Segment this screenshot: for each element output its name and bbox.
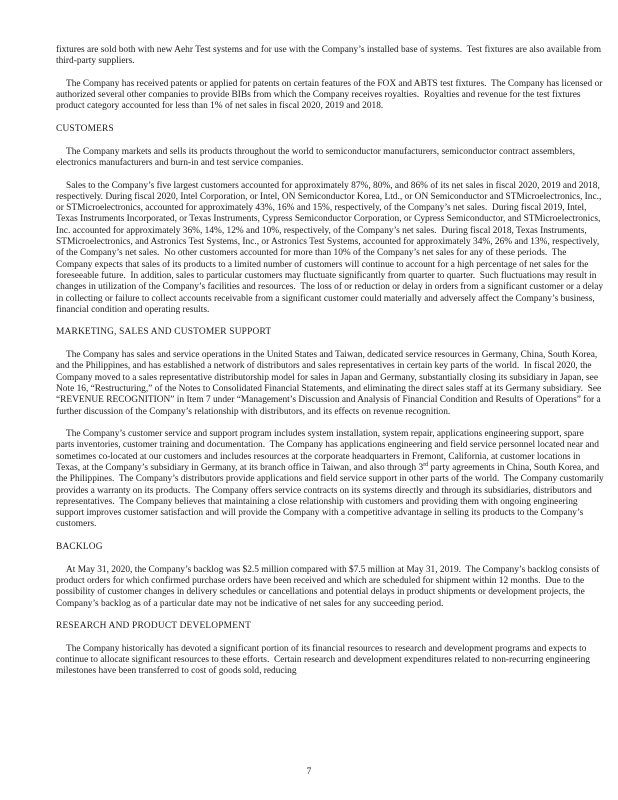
page-number: 7 [306,767,312,777]
paragraph-sales-operations: The Company has sales and service operations in the United States and Taiwan, dedicated service resources in Germany, China, South Korea, and the Philippines, and has established a network of distributors and sales representatives in certain key parts of the world. In fiscal 2020, the Company moved to a sales representative distributorship model for sales in Japan and Germany, substantially closing its subsidiary in Japan, see Note 16, “Restructuring,” of the Notes to Consolidated Financial Statements, and eliminating the direct sales staff at its Germany subsidiary. See “REVENUE RECOGNITION” in Item 7 under “Management’s Discussion and Analysis of Financial Condition and Results of Operations” for a further discussion of the Company’s relationship with distributors, and its effects on revenue recognition. [56,350,604,417]
paragraph-customer-service [56,429,607,531]
paragraph-top-customers: Sales to the Company’s five largest customers accounted for approximately 87%, 80%, and 86% of its net sales in fiscal 2020, 2019 and 2018, respectively. During fiscal 2020, Intel Corporation, or Intel, ON Semiconductor Korea, Ltd., or ON Semiconductor and STMicroelectronics, Inc., or STMicroelectronics, accounted for approximately 43%, 16% and 15%, respectively, of the Company’s net sales. During fiscal 2019, Intel, Texas Instruments Incorporated, or Texas Instruments, Cypress Semiconductor Corporation, or Cypress Semiconductor, and STMicroelectronics, Inc. accounted for approximately 36%, 14%, 12% and 10%, respectively, of the Company’s net sales. During fiscal 2018, Texas Instruments, STMicroelectronics, and Astronics Test Systems, Inc., or Astronics Test Systems, accounted for approximately 34%, 26% and 13%, respectively, of the Company’s net sales. No other customers accounted for more than 10% of the Company’s net sales for any of these periods. The Company expects that sales of its products to a limited number of customers will continue to account for a high percentage of net sales for the foreseeable future. In addition, sales to particular customers may fluctuate significantly from quarter to quarter. Such fluctuations may result in changes in utilization of the Company’s facilities and resources. The loss of or reduction or delay in orders from a significant customer or a delay in collecting or failure to collect accounts receivable from a significant customer could materially and adversely affect the Company’s business, financial condition and operating results. [56,180,606,315]
paragraph-backlog: At May 31, 2020, the Company’s backlog was $2.5 million compared with $7.5 million at May 31, 2019. The Company’s backlog consists of product orders for which confirmed purchase orders have been received and which are scheduled for shipment within 12 months. Due to the possibility of customer changes in delivery schedules or cancellations and potential delays in product shipments or development projects, the Company’s backlog as of a particular date may not be indicative of net sales for any succeeding period. [56,564,602,609]
paragraph-fixtures-continued: fixtures are sold both with new Aehr Test systems and for use with the Company’s installed base of systems. Test fixtures are also available from third-party suppliers. [56,45,604,67]
heading-backlog: BACKLOG [56,542,103,553]
paragraph-customer-service-text-before: The Company’s customer service and support program includes system installation, system repair, applications engineering support, spare parts inventories, customer training and documentation. The Company has applications engineering and field service personnel located near and sometimes co-located at our customers and includes resources at the corporate headquarters in Fremont, California, at customer locations in Texas, at the Company’s subsidiary in Germany, at its branch office in Taiwan, and also through 3 [56,429,602,473]
heading-research-development: RESEARCH AND PRODUCT DEVELOPMENT [56,621,252,632]
paragraph-research: The Company historically has devoted a significant portion of its financial resources to research and development programs and expects to continue to allocate significant resources to these efforts. Certain research and development expenditures related to non-recurring engineering milestones have been transferred to cost of goods sold, reducing [56,643,593,677]
document-content [56,45,607,689]
paragraph-patents: The Company has received patents or applied for patents on certain features of the FOX and ABTS test fixtures. The Company has licensed or authorized several other companies to provide BIBs from which the Company receives royalties. Royalties and revenue for the test fixtures product category accounted for less than 1% of net sales in fiscal 2020, 2019 and 2018. [56,78,605,112]
paragraph-customer-service-text-after: party agreements in China, South Korea, and the Philippines. The Company’s distributors provide applications and field service support in other parts of the world. The Company customarily provides a warranty on its products. The Company offers service contracts on its systems directly and through its subsidiaries, distributors and representatives. The Company believes that maintaining a close relationship with customers and providing them with ongoing engineering support improves customer satisfaction and will provide the Company with a competitive advantage in selling its products to the Company’s customers. [56,462,607,530]
heading-marketing-sales-support: MARKETING, SALES AND CUSTOMER SUPPORT [56,327,272,338]
heading-customers: CUSTOMERS [56,124,114,135]
paragraph-markets: The Company markets and sells its products throughout the world to semiconductor manufacturers, semiconductor contract assemblers, electronics manufacturers and burn-in and test service companies. [56,146,578,168]
ordinal-superscript: rd [423,461,429,468]
